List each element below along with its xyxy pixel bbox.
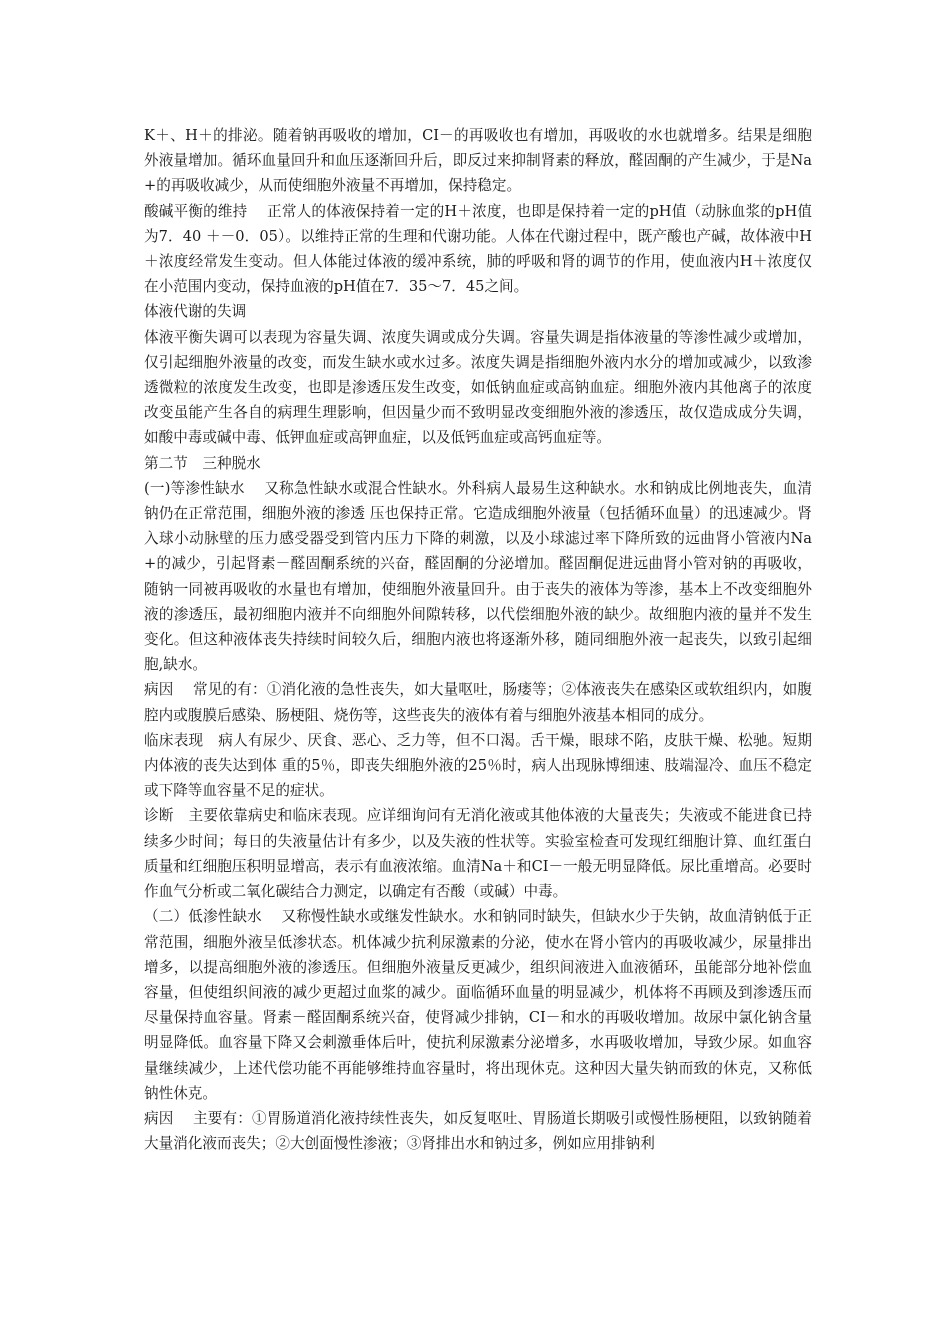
paragraph-isotonic-etiology: 病因 常见的有：①消化液的急性丧失，如大量呕吐，肠瘘等；②体液丧失在感染区或软组织内，如腹腔内或腹膜后感染、肠梗阻、烧伤等，这些丧失的液体有着与细胞外液基本相同的成分。 xyxy=(144,681,812,724)
paragraph-sodium-reabsorption: K＋、H＋的排泌。随着钠再吸收的增加，CI－的再吸收也有增加，再吸收的水也就增多。结果是细胞外液量增加。循环血量回升和血压逐渐回升后，即反过来抑制肾素的释放，醛固酮的产生减少，于是Na+的再吸收减少，从而使细胞外液量不再增加，保持稳定。 xyxy=(144,127,812,195)
paragraph-isotonic-clinical: 临床表现 病人有尿少、厌食、恶心、乏力等，但不口渴。舌干燥，眼球不陷，皮肤干燥、松驰。短期内体液的丧失达到体 重的5％，即丧失细胞外液的25％时，病人出现脉博细速、肢端湿冷、血压不稳定或下降等血容量不足的症状。 xyxy=(144,731,812,800)
paragraph-hypotonic-etiology: 病因 主要有：①胃肠道消化液持续性丧失，如反复呕吐、胃肠道长期吸引或慢性肠梗阻，以致钠随着大量消化液而丧失；②大创面慢性渗液；③肾排出水和钠过多，例如应用排钠利 xyxy=(144,1109,812,1153)
paragraph-acid-base-balance: 酸碱平衡的维持 正常人的体液保持着一定的H＋浓度，也即是保持着一定的pH值（动脉血浆的pH值为7．40 ＋－0．05）。以维持正常的生理和代谢功能。人体在代谢过程中，既产酸也产碱，故体液中H＋浓度经常发生变动。但人体能过体液的缓冲系统，肺的呼吸和肾的调节的作用，使血液内H＋浓度仅在小范围内变动，保持血液的pH值在7．35～7．45之间。 xyxy=(144,202,812,296)
document-body xyxy=(144,123,812,1156)
heading-fluid-metabolism-disorders: 体液代谢的失调 xyxy=(144,303,247,321)
paragraph-fluid-imbalance-types: 体液平衡失调可以表现为容量失调、浓度失调或成分失调。容量失调是指体液量的等渗性减少或增加，仅引起细胞外液量的改变，而发生缺水或水过多。浓度失调是指细胞外液内水分的增加或减少，以致渗透微粒的浓度发生改变，也即是渗透压发生改变，如低钠血症或高钠血症。细胞外液内其他离子的浓度改变虽能产生各自的病理生理影响，但因量少而不致明显改变细胞外液的渗透压，故仅造成成分失调，如酸中毒或碱中毒、低钾血症或高钾血症，以及低钙血症或高钙血症等。 xyxy=(144,328,812,447)
paragraph-hypotonic-dehydration: （二）低渗性缺水 又称慢性缺水或继发性缺水。水和钠同时缺失，但缺水少于失钠，故血清钠低于正常范围，细胞外液呈低渗状态。机体减少抗利尿激素的分泌，使水在肾小管内的再吸收减少，尿量排出增多，以提高细胞外液的渗透压。但细胞外液量反更减少，组织间液进入血液循环，虽能部分地补偿血容量，但使组织间液的减少更超过血浆的减少。面临循环血量的明显减少，机体将不再顾及到渗透压而尽量保持血容量。肾素－醛固酮系统兴奋，使肾减少排钠，CI－和水的再吸收增加。故尿中氯化钠含量明显降低。血容量下降又会刺激垂体后叶，使抗利尿激素分泌增多，水再吸收增加，导致少尿。如血容量继续减少，上述代偿功能不再能够维持血容量时，将出现休克。这种因大量失钠而致的休克，又称低钠性休克。 xyxy=(144,908,812,1102)
paragraph-isotonic-diagnosis: 诊断 主要依靠病史和临床表现。应详细询问有无消化液或其他体液的大量丧失；失液或不能进食已持续多少时间；每日的失液量估计有多少，以及失液的性状等。实验室检查可发现红细胞计算、血红蛋白质量和红细胞压积明显增高，表示有血液浓缩。血清Na＋和CI－一般无明显降低。尿比重增高。必要时作血气分析或二氧化碳结合力测定，以确定有否酸（或碱）中毒。 xyxy=(144,807,812,901)
paragraph-isotonic-dehydration: (一)等渗性缺水 又称急性缺水或混合性缺水。外科病人最易生这种缺水。水和钠成比例地丧失，血清钠仍在正常范围，细胞外液的渗透 压也保持正常。它造成细胞外液量（包括循环血量）的迅速减少。肾入球小动脉壁的压力感受器受到管内压力下降的刺激，以及小球滤过率下降所致的远曲肾小管液内Na+的减少，引起肾素－醛固酮系统的兴奋，醛固酮的分泌增加。醛固酮促进远曲肾小管对钠的再吸收，随钠一同被再吸收的水量也有增加，使细胞外液量回升。由于丧失的液体为等渗，基本上不改变细胞外液的渗透压，最初细胞内液并不向细胞外间隙转移，以代偿细胞外液的缺少。故细胞内液的量并不发生变化。但这种液体丧失持续时间较久后，细胞内液也将逐渐外移，随同细胞外液一起丧失，以致引起细胞,缺水。 xyxy=(144,479,812,674)
heading-section-two: 第二节 三种脱水 xyxy=(144,454,261,472)
